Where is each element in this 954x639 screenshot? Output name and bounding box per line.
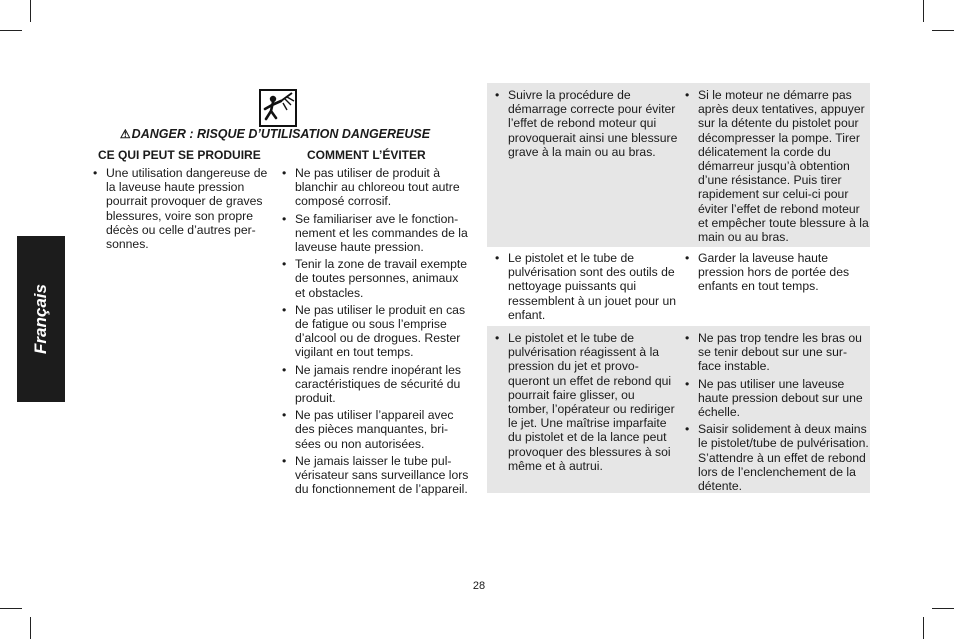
danger-heading-text: DANGER : RISQUE D’UTILISATION DANGEREUSE [131,127,431,141]
list-item: • Ne pas utiliser une laveuse haute pression debout sur une échelle. [684,377,870,420]
language-label: Français [31,284,50,354]
crop-mark [0,30,22,31]
crop-mark [30,0,31,22]
list-item: • Saisir solidement à deux mains le pistolet/tube de pulvérisation. S’attendre à un effet de rebond lors de l’enclenchement de la détente. [684,422,870,493]
crop-mark [932,30,954,31]
list-item: • Une utilisation dangereuse de la laveuse haute pression pourrait provoquer de graves blessures, voire son propre décès ou celle d’autres per-sonnes. [92,166,272,251]
column-header-happen: CE QUI PEUT SE PRODUIRE [98,148,261,162]
crop-mark [923,617,924,639]
danger-heading [90,127,460,141]
left-avoid-list [281,166,469,499]
left-happen-list [92,166,272,254]
list-item: • Le pistolet et le tube de pulvérisation réagissent à la pression du jet et provo-queront un effet de rebond qui pourrait faire glisser, ou tomber, l’opérateur ou rediriger le jet. Une maîtrise imparfaite du pistolet et de la lance peut provoquer des blessures à soi même et à autrui. [494,331,678,473]
band3-avoid-list [684,331,870,496]
list-item: • Se familiariser ave le fonction-nement et les commandes de la laveuse haute pression. [281,212,469,255]
band3-happen-list [494,331,678,476]
list-item: • Ne jamais rendre inopérant les caractéristiques de sécurité du produit. [281,363,469,406]
warning-triangle-icon: ⚠ [119,127,131,141]
column-header-avoid: COMMENT L’ÉVITER [307,148,426,162]
crop-mark [0,608,22,609]
list-item: • Ne pas utiliser de produit à blanchir au chloreou tout autre composé corrosif. [281,166,469,209]
page-number: 28 [472,580,486,592]
list-item: • Ne jamais laisser le tube pul-vérisateur sans surveillance lors du fonctionnement de l’appareil. [281,454,469,497]
list-item: • Ne pas utiliser l’appareil avec des pièces manquantes, bri-sées ou non autorisées. [281,408,469,451]
crop-mark [30,617,31,639]
band1-avoid-list [684,88,870,247]
band2-avoid-list [684,251,870,297]
list-item: • Ne pas trop tendre les bras ou se tenir debout sur une sur-face instable. [684,331,870,374]
band2-happen-list [494,251,678,325]
crop-mark [932,608,954,609]
crop-mark [923,0,924,22]
list-item: • Si le moteur ne démarre pas après deux tentatives, appuyer sur la détente du pistolet pour décompresser la pompe. Tirer délicatement la corde du démarreur jusqu’à obtention d’une résistance. Puis tirer rapidement sur celui-ci pour éviter l’effet de rebond moteur et empêcher toute blessure à la main ou au bras. [684,88,870,244]
language-side-tab [17,236,65,402]
list-item: • Garder la laveuse haute pression hors de portée des enfants en tout temps. [684,251,870,294]
band1-happen-list [494,88,678,162]
list-item: • Suivre la procédure de démarrage correcte pour éviter l’effet de rebond moteur qui provoquerait ainsi une blessure grave à la main ou au bras. [494,88,678,159]
list-item: • Ne pas utiliser le produit en cas de fatigue ou sous l’emprise d’alcool ou de drogues. Rester vigilant en tout temps. [281,303,469,360]
kickback-warning-icon [259,89,297,127]
list-item: • Le pistolet et le tube de pulvérisation sont des outils de nettoyage puissants qui ressemblent à un jouet pour un enfant. [494,251,678,322]
list-item: • Tenir la zone de travail exempte de toutes personnes, animaux et obstacles. [281,257,469,300]
